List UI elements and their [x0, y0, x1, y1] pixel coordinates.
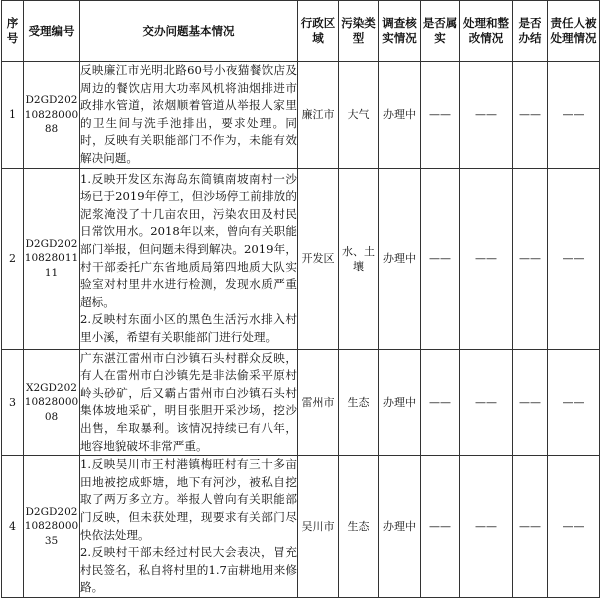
- row-accountability: [548, 349, 600, 456]
- row-code: D2GD2021082800088: [24, 62, 80, 169]
- row-handling: [460, 62, 513, 169]
- empty-dash: ——: [429, 520, 451, 533]
- row-region: 开发区: [298, 168, 339, 349]
- row-pollution-type: 生态: [339, 456, 379, 598]
- description-paragraph: 1.反映开发区东海岛东简镇南坡南村一沙场已于2019年停工，但沙场停工前排放的泥浆淹没了十几亩农田，污染农田及村民日常饮用水。2018年以来，曾向有关职能部门举报，但问题未得到解决。2019年，村干部委托广东省地质局第四地质大队实验室对村里井水进行检测，发现水质严重超标。: [80, 171, 297, 309]
- header-handling: 处理和整改情况: [460, 1, 513, 62]
- header-pollution: 污染类型: [339, 1, 379, 62]
- description-paragraph: 2.反映村东面小区的黑色生活污水排入村里小溪，希望有关职能部门进行处理。: [80, 312, 297, 344]
- row-verified: [421, 62, 460, 169]
- row-closed: [513, 62, 548, 169]
- empty-dash: ——: [562, 252, 585, 266]
- header-closed: 是否办结: [513, 1, 548, 62]
- empty-dash: ——: [429, 252, 451, 266]
- row-accountability: [548, 168, 600, 349]
- row-code: D2GD2021082800035: [24, 456, 80, 598]
- row-accountability: [548, 456, 600, 598]
- table-row: [2, 62, 600, 169]
- table-row: [2, 349, 600, 456]
- row-verified: [421, 456, 460, 598]
- row-pollution-type: 水、土壤: [339, 168, 379, 349]
- empty-dash: ——: [475, 395, 497, 409]
- empty-dash: ——: [519, 108, 541, 122]
- row-investigation: 办理中: [379, 349, 421, 456]
- header-region: 行政区域: [298, 1, 339, 62]
- row-seq: 2: [2, 168, 24, 349]
- row-seq: 1: [2, 62, 24, 169]
- row-investigation: 办理中: [379, 168, 421, 349]
- description-paragraph: 反映廉江市光明北路60号小夜猫餐饮店及周边的餐饮店用大功率风机将油烟排进市政排水管道，浓烟顺着管道从举报人家里的卫生间与洗手池排出，要求处理。同时，反映有关职能部门不作为，未能有效解决问题。: [80, 63, 297, 165]
- empty-dash: ——: [475, 252, 497, 266]
- row-pollution-type: 大气: [339, 62, 379, 169]
- empty-dash: ——: [429, 108, 451, 122]
- row-pollution-type: 生态: [339, 349, 379, 456]
- header-accountability: 责任人被处理情况: [548, 1, 600, 62]
- empty-dash: ——: [519, 520, 541, 533]
- row-description: [80, 456, 298, 598]
- row-code: D2GD2021082801111: [24, 168, 80, 349]
- header-row: [2, 1, 600, 62]
- row-seq: 4: [2, 456, 24, 598]
- row-description: [80, 62, 298, 169]
- empty-dash: ——: [519, 395, 541, 409]
- row-handling: [460, 168, 513, 349]
- empty-dash: ——: [562, 520, 585, 533]
- row-closed: [513, 456, 548, 598]
- row-description: [80, 168, 298, 349]
- empty-dash: ——: [562, 108, 585, 122]
- row-code: X2GD2021082800008: [24, 349, 80, 456]
- header-seq: 序号: [2, 1, 24, 62]
- empty-dash: ——: [429, 395, 451, 409]
- header-code: 受理编号: [24, 1, 80, 62]
- table-row: [2, 456, 600, 598]
- row-closed: [513, 349, 548, 456]
- header-desc: 交办问题基本情况: [80, 1, 298, 62]
- table-row: [2, 168, 600, 349]
- description-paragraph: 广东湛江雷州市白沙镇石头村群众反映，有人在雷州市白沙镇先是非法偷采平原村岭头砂矿，后又霸占雷州市白沙镇石头村集体坡地采矿，明目张胆开采沙场，挖沙出售，牟取暴利。该情况持续已有八年，地容地貌破坏非常严重。: [80, 350, 297, 453]
- empty-dash: ——: [475, 520, 497, 533]
- header-investigation: 调查核实情况: [379, 1, 421, 62]
- description-paragraph: 2.反映村干部未经过村民大会表决，冒充村民签名，私自将村里的1.7亩耕地用来修路。: [80, 545, 297, 595]
- row-description: [80, 349, 298, 456]
- row-handling: [460, 349, 513, 456]
- empty-dash: ——: [562, 395, 585, 409]
- row-region: 吴川市: [298, 456, 339, 598]
- row-seq: 3: [2, 349, 24, 456]
- row-region: 雷州市: [298, 349, 339, 456]
- empty-dash: ——: [475, 108, 497, 122]
- empty-dash: ——: [519, 252, 541, 266]
- row-handling: [460, 456, 513, 598]
- row-region: 廉江市: [298, 62, 339, 169]
- row-investigation: 办理中: [379, 456, 421, 598]
- row-verified: [421, 168, 460, 349]
- description-paragraph: 1.反映吴川市王村港镇梅旺村有三十多亩田地被挖成虾塘，地下有河沙，被私自挖取了两万多立方。举报人曾向有关职能部门反映，但未获处理，现要求有关部门尽快依法处理。: [80, 457, 297, 542]
- header-verified: 是否属实: [421, 1, 460, 62]
- row-investigation: 办理中: [379, 62, 421, 169]
- row-accountability: [548, 62, 600, 169]
- row-closed: [513, 168, 548, 349]
- complaint-table: [1, 0, 600, 598]
- row-verified: [421, 349, 460, 456]
